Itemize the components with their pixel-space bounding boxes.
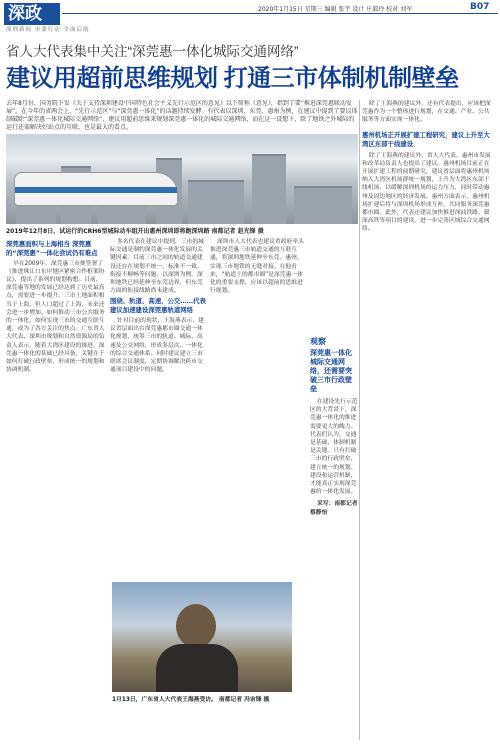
header-rule — [62, 13, 498, 14]
col2-body: 多名代表在建议中提到，三市的城际交通是制约深莞惠一体化发展的关键因素。目前三市之间的轨道交通建设还存在规划不统一、标准不一致、衔接不顺畅等问题。以深圳为例，深圳地铁已经延伸至东莞边界，但东莞方面的衔接线路尚未建成。 — [110, 239, 204, 295]
col4-body: 在建设先行示范区的大背景下，深莞惠一体化的推进需要更大的魄力。代表们认为，交通是基础，体制机制是关键。只有打破三市的行政壁垒，建立统一的规划、建设和运营机制，才能真正实现深莞惠的一体化发展。 采写：南都记者 蔡静怡 — [310, 399, 358, 516]
side-body-2: 除了王海燕的建议外，省人大代表、惠州市发展和改革局负责人也提出了建议。惠州机场目前正在开展扩建工程的前期研究，建议省层面将惠州机场纳入大湾区机场群统一规划，上升为大湾区东部干线机场，以缓解深圳机场的运力压力，同时带动惠州及周边地区的经济发展。惠州方面表示，惠州机场扩建后将与深圳机场形成互补，共同服务深莞惠都市圈。此外，代表还建议加快推进深汕铁路、赣深高铁等项目的建设，进一步完善区域综合交通网络。 — [362, 152, 491, 233]
reporter-credit: 采写：南都记者 蔡静怡 — [310, 501, 358, 516]
page-header — [0, 0, 500, 34]
page-number: B07 — [470, 2, 490, 12]
column-2 — [110, 238, 206, 578]
photo-caption: 2019年12月8日，试运行的CRH6型城际动车组开出惠州深圳即将跑深圳路 南都记者 赵光锋 摄 — [6, 228, 264, 235]
article-headline: 建议用超前思维规划 打通三市体制机制壁垒 — [6, 65, 459, 92]
column-3 — [210, 238, 306, 578]
section-slogan: 深圳新闻 市委行动 全面启航 — [6, 27, 90, 33]
observation-box — [310, 336, 358, 716]
sidebar-column — [362, 100, 494, 672]
col1-section-title: 深莞惠面积与上海相当 深莞惠的“深莞惠”一体化尝试仍有难点 — [6, 240, 98, 257]
column-1 — [6, 238, 106, 740]
col1-body: 早在2009年，深莞惠三市便签署了《推进珠江口东岸地区紧密合作框架协议》，提出了系列的规划构想。目前，深莞惠等地的发展已经达到了历史最高点，需要进一步提升。三市土地面积相当于上海，但人口超过了上海，未来还会进一步增加。如何推动三市公共服务的一体化，如何实现三市的交通互联互通，成为了各方关注的焦点。广东省人大代表、深圳市规划和自然资源局的负责人表示，随着大湾区建设的推进，深莞惠一体化的基础已经具备，关键在于如何打破行政壁垒，形成统一的规划和协调机制。 — [6, 260, 105, 374]
city-skyline-photo — [6, 134, 358, 224]
observe-tag: 观察 — [310, 337, 326, 346]
side-body-1: 除了王海燕的建议外，还有代表提出，应该把深莞惠作为一个整体进行规划，在交通、产业、公共服务等方面实现一体化。 — [362, 101, 491, 124]
delegate-portrait-photo — [112, 582, 292, 692]
observe-title: 深莞惠一体化城际交通网络，还需要突破三市行政壁垒 — [310, 349, 352, 393]
article-kicker: 省人大代表集中关注“深莞惠一体化城际交通网络” — [6, 44, 299, 59]
train-figure — [14, 172, 178, 206]
column-divider — [359, 100, 360, 740]
col2-body-2: 针对目前的现状，王海燕表示，建议省层面出台深莞惠都市圈交通一体化规划，统筹三市的轨道、城际、高速及公交网络，形成多层次、一体化的综合交通体系。同时建议建立三市联席会议制度，定期协调解决跨市交通项目建设中的问题。 — [110, 318, 204, 374]
section-logo: 深政 — [4, 3, 60, 25]
article-lead: 去年8月份，国务院下发《关于支持深圳建设中国特色社会主义先行示范区的意见》以下简称《意见》，指到了要“推进深莞惠联动发展”。在今年的省两会上，“先行示范区”与“深莞惠一体化”的话题持续发酵。有代表以深圳、东莞、惠州为例，在建议中提到了要以体制破除“深莞惠一体化城际交通网络”，建议用超前思维来规划深莞惠一体化的城际交通网络，而在这一设想下，除了地铁之外城际的运行还需解决好站点的互联，也是最大的看点。 — [6, 100, 358, 131]
col3-body: 深圳市人大代表也建议省政府牵头推进深莞惠三市轨道交通的互联互通，将深圳地铁延伸至东莞、惠州，实现三市地铁的无缝对接。在他看来，“轨道上的都市圈”是深莞惠一体化的重要支撑，应该以超前的思维进行规划。 — [210, 239, 304, 295]
col2-section-title: 围绕、轨道、高速、公交……代表建议加速建设深莞惠轨道网络 — [110, 297, 206, 315]
photo2-caption: 1月13日，广东省人大代表王海燕受访。 南都记者 冯宙锋 摄 — [112, 697, 270, 703]
side-section-title: 惠州机场正开展扩建工程研究，建议上升至大湾区东部干线建设 — [362, 130, 490, 148]
issue-meta: 2020年1月15日 星期三 编辑 张宇 设计 庄淑玲 校对 刘军 — [258, 6, 413, 13]
